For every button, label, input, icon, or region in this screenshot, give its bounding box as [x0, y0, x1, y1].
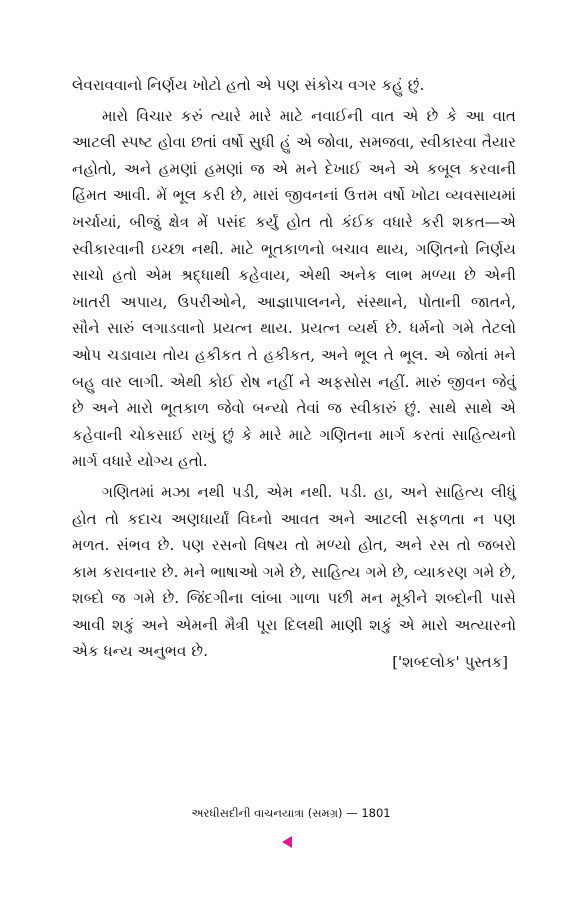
- previous-page-icon[interactable]: [282, 836, 292, 848]
- page-footer: અરધીસદીની વાચનયાત્રા (સમગ્ર) — 1801: [191, 806, 391, 820]
- source-citation: ['શબ્દલોક' પુસ્તક]: [392, 653, 508, 671]
- paragraph: ગણિતમાં મઝા નથી પડી, એમ નથી. પડી. હા, અને સાહિત્ય લીધું હોત તો કદાચ અણધાર્યાં વિઘ્નો આવત અને આટલી સફળતા ન પણ મળત. સંભવ છે. પણ રસનો વિષય તો મળ્યો હોત, અને રસ તો જબરો કામ કરાવનાર છે. મને ભાષાઓ ગમે છે, સાહિત્ય ગમે છે, વ્યાકરણ ગમે છે, શબ્દો જ ગમે છે. જિંદગીના લાંબા ગાળા પછી મન મૂકીને શબ્દોની પાસે આવી શકું અને એમની મૈત્રી પૂરા દિલથી માણી શકું એ મારો અત્યારનો એક ધન્ય અનુભવ છે.: [72, 482, 516, 661]
- paragraph-continued: લેવરાવવાનો નિર્ણય ખોટો હતો એ પણ સંકોચ વગર કહું છું.: [72, 76, 425, 94]
- paragraph: મારો વિચાર કરું ત્યારે મારે માટે નવાઈની વાત એ છે કે આ વાત આટલી સ્પષ્ટ હોવા છતાં વર્ષો સુધી હું એ જોવા, સમજવા, સ્વીકારવા તૈયાર નહોતો, અને હમણાં હમણાં જ એ મને દેખાઈ અને એ કબૂલ કરવાની હિંમત આવી. મેં ભૂલ કરી છે, મારાં જીવનનાં ઉત્તમ વર્ષો ખોટા વ્યવસાયમાં ખર્ચાયાં, બીજું ક્ષેત્ર મેં પસંદ કર્યું હોત તો કંઈક વધારે કરી શકત—એ સ્વીકારવાની ઇચ્છા નથી. માટે ભૂતકાળનો બચાવ થાય, ગણિતનો નિર્ણય સાચો હતો એમ શ્રદ્ધાથી કહેવાય, એથી અનેક લાભ મળ્યા છે એની ખાતરી અપાય, ઉપરીઓને, આજ્ઞાપાલનને, સંસ્થાને, પોતાની જાતને, સૌને સારું લગાડવાનો પ્રયત્ન થાય. પ્રયત્ન વ્યર્થ છે. ધર્મનો ગમે તેટલો ઓપ ચડાવાય તોય હકીકત તે હકીકત, અને ભૂલ તે ભૂલ. એ જોતાં મને બહુ વાર લાગી. એથી કોઈ રોષ નહીં ને અફસોસ નહીં. મારું જીવન જેવું છે અને મારો ભૂતકાળ જેવો બન્યો તેવાં જ સ્વીકારું છું. સાથે સાથે એ કહેવાની ચોકસાઈ રાખું છું કે મારે માટે ગણિતના માર્ગ કરતાં સાહિત્યનો માર્ગ વધારે યોગ્ય હતો.: [72, 106, 516, 471]
- body-text: [72, 72, 516, 665]
